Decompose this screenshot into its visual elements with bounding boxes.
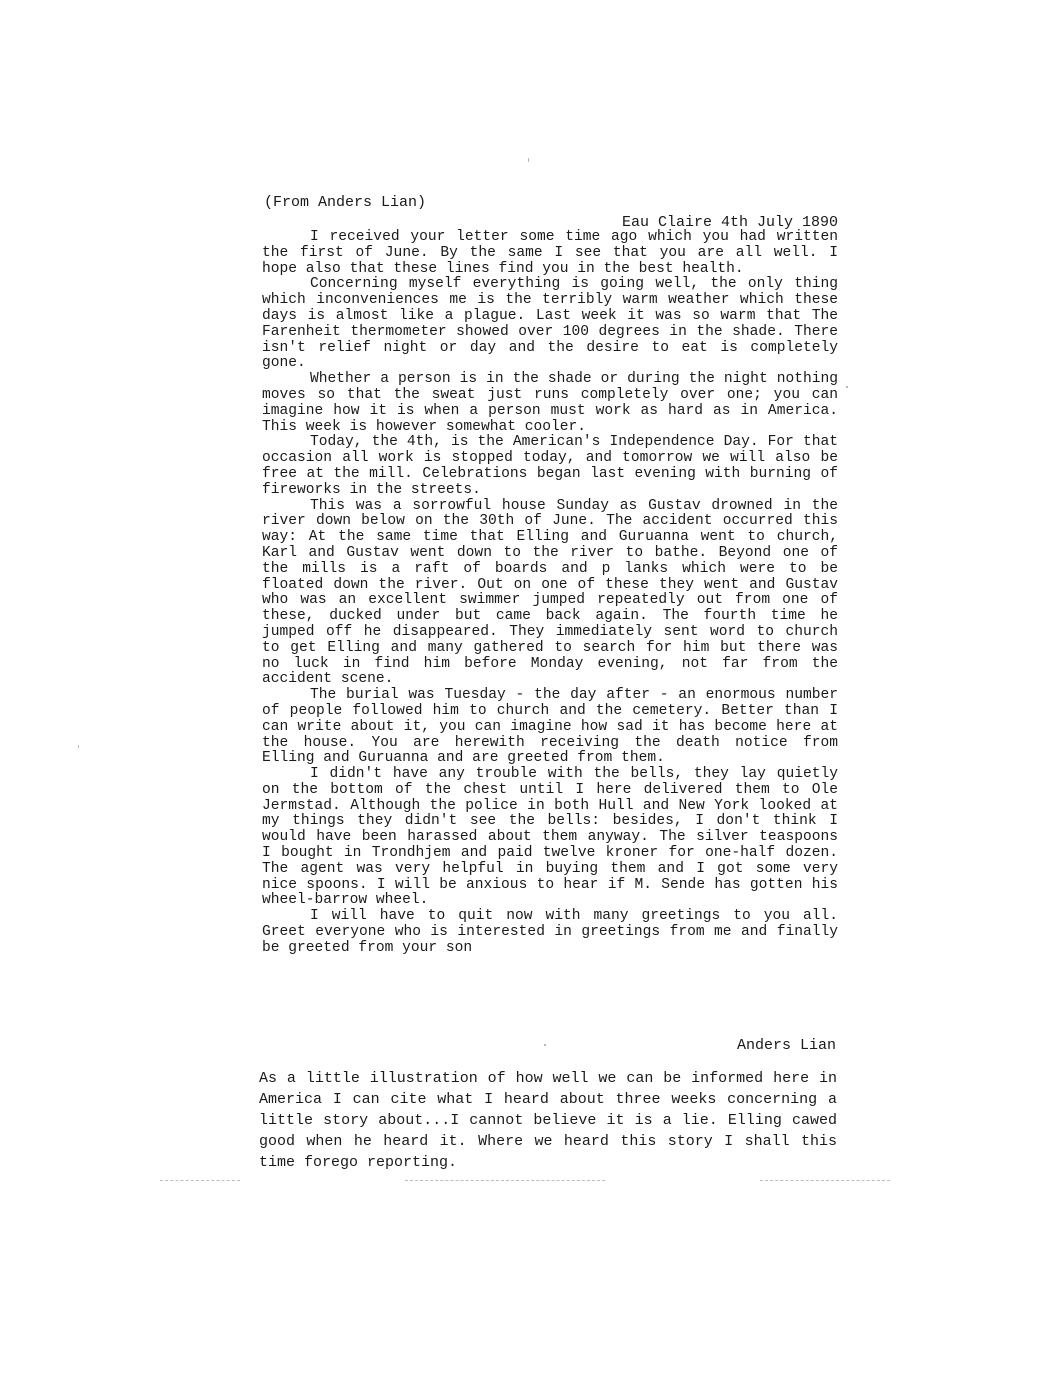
postscript — [259, 1068, 837, 1173]
paragraph-weather: Concerning myself everything is going well, the only thing which inconveniences me is the terribly warm weather which these days is almost like a plague. Last week it was so warm that The Farenheit thermometer showed over 100 degrees in the shade. There isn't relief night or day and the desire to eat is completely gone. — [262, 276, 838, 372]
letter-dateline: Eau Claire 4th July 1890 — [621, 214, 838, 231]
scan-edge-line — [405, 1180, 605, 1182]
paragraph-received-letter: I received your letter some time ago which you had written the first of June. By the same I see that you are all well. I hope also that these lines find you in the best health. — [262, 229, 838, 277]
scan-edge-line — [760, 1180, 890, 1182]
letter-body — [262, 230, 838, 957]
scan-speck — [846, 386, 848, 388]
scan-edge-line — [160, 1180, 240, 1182]
paragraph-shade: Whether a person is in the shade or during the night nothing moves so that the sweat just runs completely over one; you can imagine how it is when a person must work as hard as in America. This week is however somewhat cooler. — [262, 371, 838, 435]
paragraph-closing: I will have to quit now with many greetings to you all. Greet everyone who is interested in greetings from me and finally be greeted from your son — [262, 908, 838, 956]
paragraph-independence-day: Today, the 4th, is the American's Independence Day. For that occasion all work is stopped today, and tomorrow we will also be free at the mill. Celebrations began last evening with burning of fireworks in the streets. — [262, 434, 838, 498]
paragraph-bells: I didn't have any trouble with the bells, they lay quietly on the bottom of the chest until I here delivered them to Ole Jermstad. Although the police in both Hull and New York looked at my things they didn't see the bells: besides, I don't think I would have been harassed about them anyway. The silver teaspoons I bought in Trondhjem and paid twelve kroner for one-half dozen. The agent was very helpful in buying them and I got some very nice spoons. I will be anxious to hear if M. Sende has gotten his wheel-barrow wheel. — [262, 766, 838, 909]
scan-speck — [78, 745, 79, 748]
scan-speck — [544, 1044, 546, 1046]
postscript-text: As a little illustration of how well we can be informed here in America I can cite what I heard about three weeks concerning a little story about...I cannot believe it is a lie. Elling cawed good when he heard it. Where we heard this story I shall this time forego reporting. — [259, 1070, 837, 1171]
attribution-line: (From Anders Lian) — [264, 194, 427, 211]
scan-speck — [528, 158, 529, 162]
signature-name: Anders Lian — [736, 1037, 836, 1054]
paragraph-burial: The burial was Tuesday - the day after - an enormous number of people followed him to church and the cemetery. Better than I can write about it, you can imagine how sad it has become here at the house. You are herewith receiving the death notice from Elling and Guruanna and are greeted from them. — [262, 687, 838, 767]
paragraph-drowning: This was a sorrowful house Sunday as Gustav drowned in the river down below on the 30th of June. The accident occurred this way: At the same time that Elling and Guruanna went to church, Karl and Gustav went down to the river to bathe. Beyond one of the mills is a raft of boards and p lanks which were to be floated down the river. Out on one of these they went and Gustav who was an excellent swimmer jumped repeatedly out from one of these, ducked under but came back again. The fourth time he jumped off he disappeared. They immediately sent word to church to get Elling and many gathered to search for him but there was no luck in find him before Monday evening, not far from the accident scene. — [262, 497, 838, 688]
